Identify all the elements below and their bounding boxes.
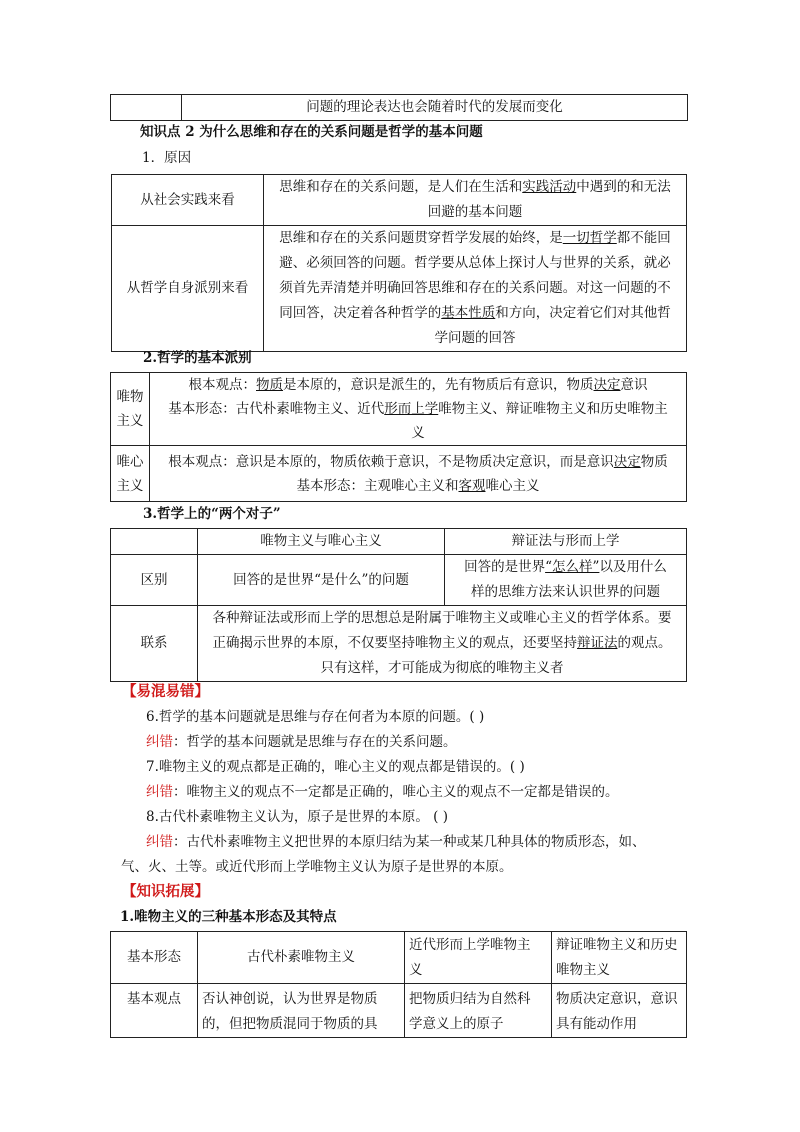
confusion-a8: 纠错：古代朴素唯物主义把世界的本原归结为某一种或某几种具体的物质形态，如、 [146, 834, 646, 850]
pairs-diff-label: 区别 [111, 555, 198, 606]
confusion-q6: 6.哲学的基本问题就是思维与存在何者为本原的问题。( ) [146, 709, 485, 725]
confusion-a6: 纠错：哲学的基本问题就是思维与存在的关系问题。 [146, 734, 457, 750]
pairs-diff-col3: 回答的是世界“怎么样”以及用什么 样的思维方法来认识世界的问题 [445, 555, 687, 606]
confusion-a8-line2: 气、火、土等。或近代形而上学唯物主义认为原子是世界的本原。 [121, 859, 513, 875]
forms-modern-view: 把物质归结为自然科 学意义上的原子 [405, 984, 552, 1038]
extension-title: 【知识拓展】 [122, 884, 209, 900]
confusion-title: 【易混易错】 [122, 684, 209, 700]
materialism-text: 根本观点：物质是本原的，意识是派生的，先有物质后有意识，物质决定意识 基本形态：古代朴素唯物主义、近代形而上学唯物主义、辩证唯物主义和历史唯物主 义 [150, 373, 687, 446]
forms-header-dialectical: 辩证唯物主义和历史 唯物主义 [552, 932, 687, 984]
correction-tag: 纠错 [146, 734, 173, 750]
materialism-label: 唯物 主义 [111, 373, 150, 446]
pairs-table [110, 528, 687, 682]
correction-tag: 纠错 [146, 834, 173, 850]
idealism-label: 唯心 主义 [111, 446, 150, 502]
pairs-heading: 3.哲学上的“两个对子” [143, 506, 281, 522]
confusion-q8: 8.古代朴素唯物主义认为，原子是世界的本原。 ( ) [146, 809, 448, 825]
top-table-left-cell [111, 95, 182, 121]
forms-ancient-view: 否认神创说，认为世界是物质 的，但把物质混同于物质的具 [198, 984, 405, 1038]
forms-row-label: 基本观点 [111, 984, 198, 1038]
pairs-diff-col2: 回答的是世界“是什么”的问题 [198, 555, 445, 606]
forms-header-modern: 近代形而上学唯物主 义 [405, 932, 552, 984]
idealism-text: 根本观点：意识是本原的，物质依赖于意识，不是物质决定意识，而是意识决定物质 基本形态：主观唯心主义和客观唯心主义 [150, 446, 687, 502]
top-table [110, 94, 688, 121]
extension-heading: 1.唯物主义的三种基本形态及其特点 [120, 909, 337, 925]
pairs-link-text: 各种辩证法或形而上学的思想总是附属于唯物主义或唯心主义的哲学体系。要 正确揭示世界的本原，不仅要坚持唯物主义的观点，还要坚持辩证法的观点。 只有这样，才可能成为彻底的唯物主义者 [198, 606, 687, 682]
forms-header-ancient: 古代朴素唯物主义 [198, 932, 405, 984]
reason-text-philosophy: 思维和存在的关系问题贯穿哲学发展的始终，是一切哲学都不能回 避、必须回答的问题。哲学要从总体上探讨人与世界的关系，就必 须首先弄清楚并明确回答思维和存在的关系问题。对这一问题的不 同回答，决定着各种哲学的基本性质和方向，决定着它们对其他哲 学问题的回答 [264, 226, 687, 352]
correction-tag: 纠错 [146, 784, 173, 800]
forms-dialectical-view: 物质决定意识，意识 具有能动作用 [552, 984, 687, 1038]
reason-label-social: 从社会实践来看 [112, 175, 264, 226]
section-2-heading: 知识点 2 为什么思维和存在的关系问题是哲学的基本问题 [140, 124, 483, 140]
confusion-q7: 7.唯物主义的观点都是正确的，唯心主义的观点都是错误的。( ) [146, 759, 525, 775]
pairs-header-blank [111, 529, 198, 555]
reason-label-philosophy: 从哲学自身派别来看 [112, 226, 264, 352]
schools-table [110, 372, 687, 502]
pairs-header-dialectics: 辩证法与形而上学 [445, 529, 687, 555]
forms-table [110, 931, 687, 1038]
top-table-right-cell: 问题的理论表达也会随着时代的发展而变化 [182, 95, 688, 121]
reasons-heading: 1．原因 [142, 150, 192, 166]
reason-text-social: 思维和存在的关系问题，是人们在生活和实践活动中遇到的和无法 回避的基本问题 [264, 175, 687, 226]
pairs-header-materialism-idealism: 唯物主义与唯心主义 [198, 529, 445, 555]
schools-heading: 2.哲学的基本派别 [143, 350, 252, 366]
confusion-a7: 纠错：唯物主义的观点不一定都是正确的，唯心主义的观点不一定都是错误的。 [146, 784, 619, 800]
reasons-table [111, 174, 687, 352]
forms-header-form: 基本形态 [111, 932, 198, 984]
pairs-link-label: 联系 [111, 606, 198, 682]
